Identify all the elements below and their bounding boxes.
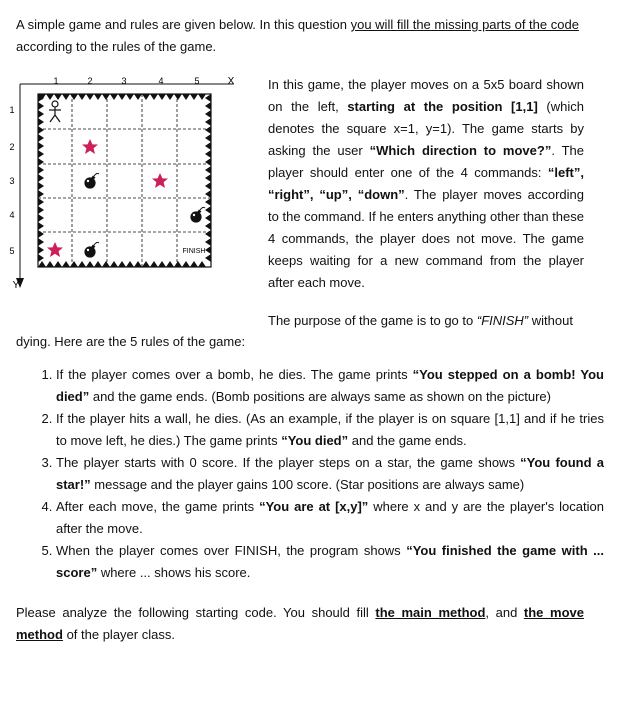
row-label-1: 1 — [9, 105, 15, 115]
final-paragraph — [16, 602, 584, 646]
purpose-line-2 — [16, 331, 584, 353]
rule-text: After each move, the game prints — [56, 499, 260, 514]
col-label-2: 2 — [87, 76, 93, 86]
rule-text: If the player hits a wall, he dies. (As an example, if the player is on square [1,1] and if he tries to move left, he dies.) The game prints — [56, 411, 604, 448]
board-diagram — [0, 72, 262, 302]
row-label-4: 4 — [9, 210, 15, 220]
description-text-2: (which denotes the square x=1, y=1). The game starts by asking the user — [268, 99, 584, 158]
intro-text: A simple game and rules are given below. In this question — [16, 17, 351, 32]
board-frame — [38, 94, 211, 267]
description-paragraph — [268, 74, 584, 294]
rule-text-2: and the game ends. — [348, 433, 467, 448]
rule-bold: “You finished the game with ... score” — [56, 543, 604, 580]
description-bold-commands: “left”, “right”, “up”, “down” — [268, 165, 584, 202]
purpose-text-2: without — [528, 313, 573, 328]
col-label-4: 4 — [158, 76, 164, 86]
description-text-4: . The player moves according to the command. If he enters anything other than these 4 commands, the player does not move. The game keeps waiting for a new command from the player after each move. — [268, 187, 584, 290]
y-axis-label: Y — [12, 280, 20, 291]
rule-text-2: message and the player gains 100 score. (Star positions are always same) — [90, 477, 525, 492]
purpose-text: The purpose of the game is to go to — [268, 313, 477, 328]
x-axis-label: X — [227, 76, 235, 87]
rule-bold: “You died” — [281, 433, 349, 448]
rule-text-2: where ... shows his score. — [97, 565, 251, 580]
row-label-2: 2 — [9, 142, 15, 152]
description-text-3: . The player should enter one of the 4 commands: — [268, 143, 584, 180]
purpose-line — [268, 310, 584, 332]
col-label-5: 5 — [194, 76, 200, 86]
intro-underlined: you will fill the missing parts of the code — [350, 17, 579, 32]
rule-text-2: where x and y are the player's location after the move. — [56, 499, 604, 536]
rule-text: When the player comes over FINISH, the program shows — [56, 543, 407, 558]
purpose-finish: “FINISH” — [476, 313, 529, 328]
rule-item — [56, 540, 604, 584]
final-text-2: , and — [485, 605, 524, 620]
description-bold-start: starting at the position [1,1] — [347, 99, 538, 114]
purpose-text-3: dying. Here are the 5 rules of the game: — [16, 334, 246, 349]
rule-bold: “You stepped on a bomb! You died” — [56, 367, 604, 404]
col-label-1: 1 — [53, 76, 59, 86]
row-label-5: 5 — [9, 246, 15, 256]
rule-text: The player starts with 0 score. If the player steps on a star, the game shows — [56, 455, 521, 470]
rule-item — [56, 452, 604, 496]
rules-list — [36, 364, 604, 584]
intro-paragraph — [16, 14, 584, 58]
rule-bold: “You found a star!” — [56, 455, 604, 492]
rule-text: If the player comes over a bomb, he dies. The game prints — [56, 367, 413, 382]
final-text-3: of the player class. — [62, 627, 175, 642]
finish-label: FINISH — [182, 248, 206, 255]
description-text: In this game, the player moves on a 5x5 board shown on the left, — [268, 77, 584, 114]
final-move-method: the move method — [16, 605, 584, 642]
rule-item — [56, 496, 604, 540]
rule-bold: “You are at [x,y]” — [259, 499, 369, 514]
final-text: Please analyze the following starting code. You should fill — [16, 605, 376, 620]
description-bold-question: “Which direction to move?” — [369, 143, 552, 158]
game-board — [0, 72, 262, 302]
rule-item — [56, 408, 604, 452]
final-main-method: the main method — [375, 605, 486, 620]
row-label-3: 3 — [9, 176, 15, 186]
intro-text-2: according to the rules of the game. — [16, 39, 217, 54]
col-label-3: 3 — [121, 76, 127, 86]
rule-item — [56, 364, 604, 408]
rule-text-2: and the game ends. (Bomb positions are always same as shown on the picture) — [89, 389, 551, 404]
